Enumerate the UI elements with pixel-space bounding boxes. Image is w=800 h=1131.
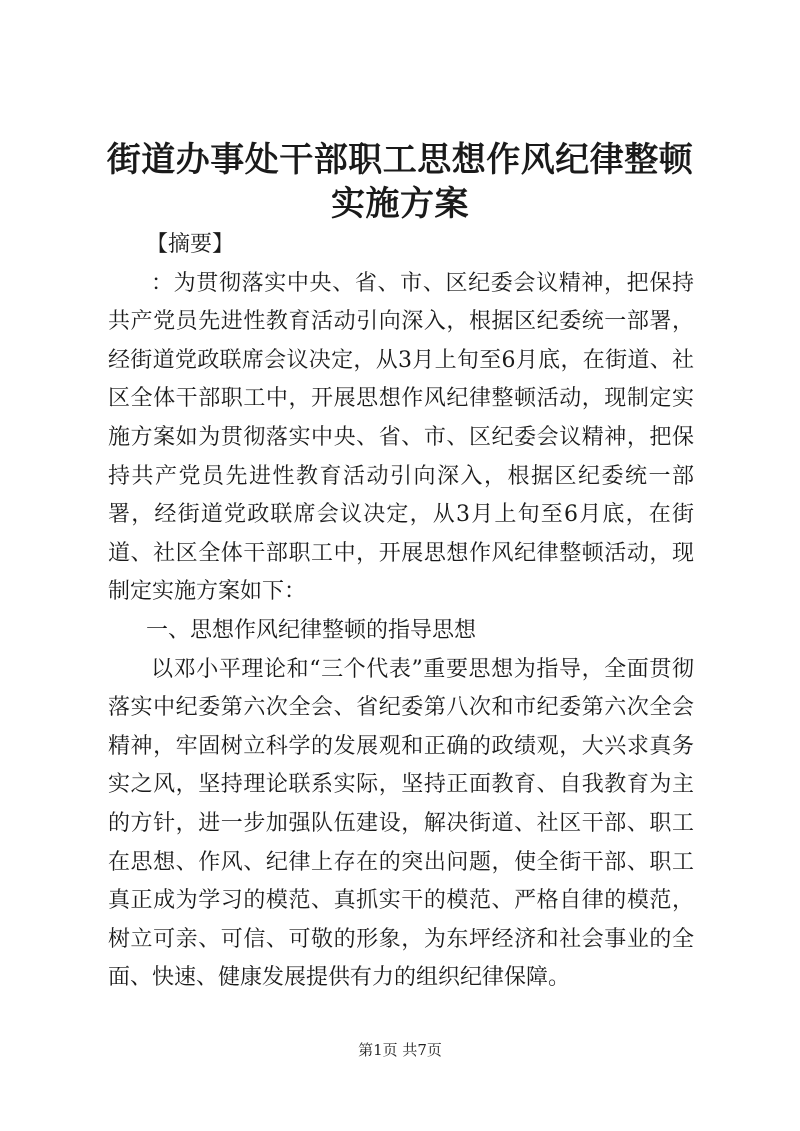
abstract-paragraph: ：为贯彻落实中央、省、市、区纪委会议精神，把保持共产党员先进性教育活动引向深入，根据区纪委统一部署，经街道党政联席会议决定，从3月上旬至6月底，在街道、社区全体干部职工中，开展思想作风纪律整顿活动，现制定实施方案如为贯彻落实中央、省、市、区纪委会议精神，把保持共产党员先进性教育活动引向深入，根据区纪委统一部署，经街道党政联席会议决定，从3月上旬至6月底，在街道、社区全体干部职工中，开展思想作风纪律整顿活动，现制定实施方案如下： (108, 270, 694, 605)
page-number-footer: 第1页 共7页 (358, 1041, 442, 1059)
section-paragraph: 以邓小平理论和“三个代表”重要思想为指导，全面贯彻落实中纪委第六次全会、省纪委第八次和市纪委第六次全会精神，牢固树立科学的发展观和正确的政绩观，大兴求真务实之风，坚持理论联系实际，坚持正面教育、自我教育为主的方针，进一步加强队伍建设，解决街道、社区干部、职工在思想、作风、纪律上存在的突出问题，使全街干部、职工真正成为学习的模范、真抓实干的模范、严格自律的模范，树立可亲、可信、可敬的形象，为东坪经济和社会事业的全面、快速、健康发展提供有力的组织纪律保障。 (108, 656, 694, 991)
abstract-label: 【摘要】 (146, 232, 235, 257)
document-title: 街道办事处干部职工思想作风纪律整顿实施方案 (106, 140, 694, 224)
document-body (108, 226, 694, 998)
section-heading: 一、思想作风纪律整顿的指导思想 (146, 617, 477, 643)
